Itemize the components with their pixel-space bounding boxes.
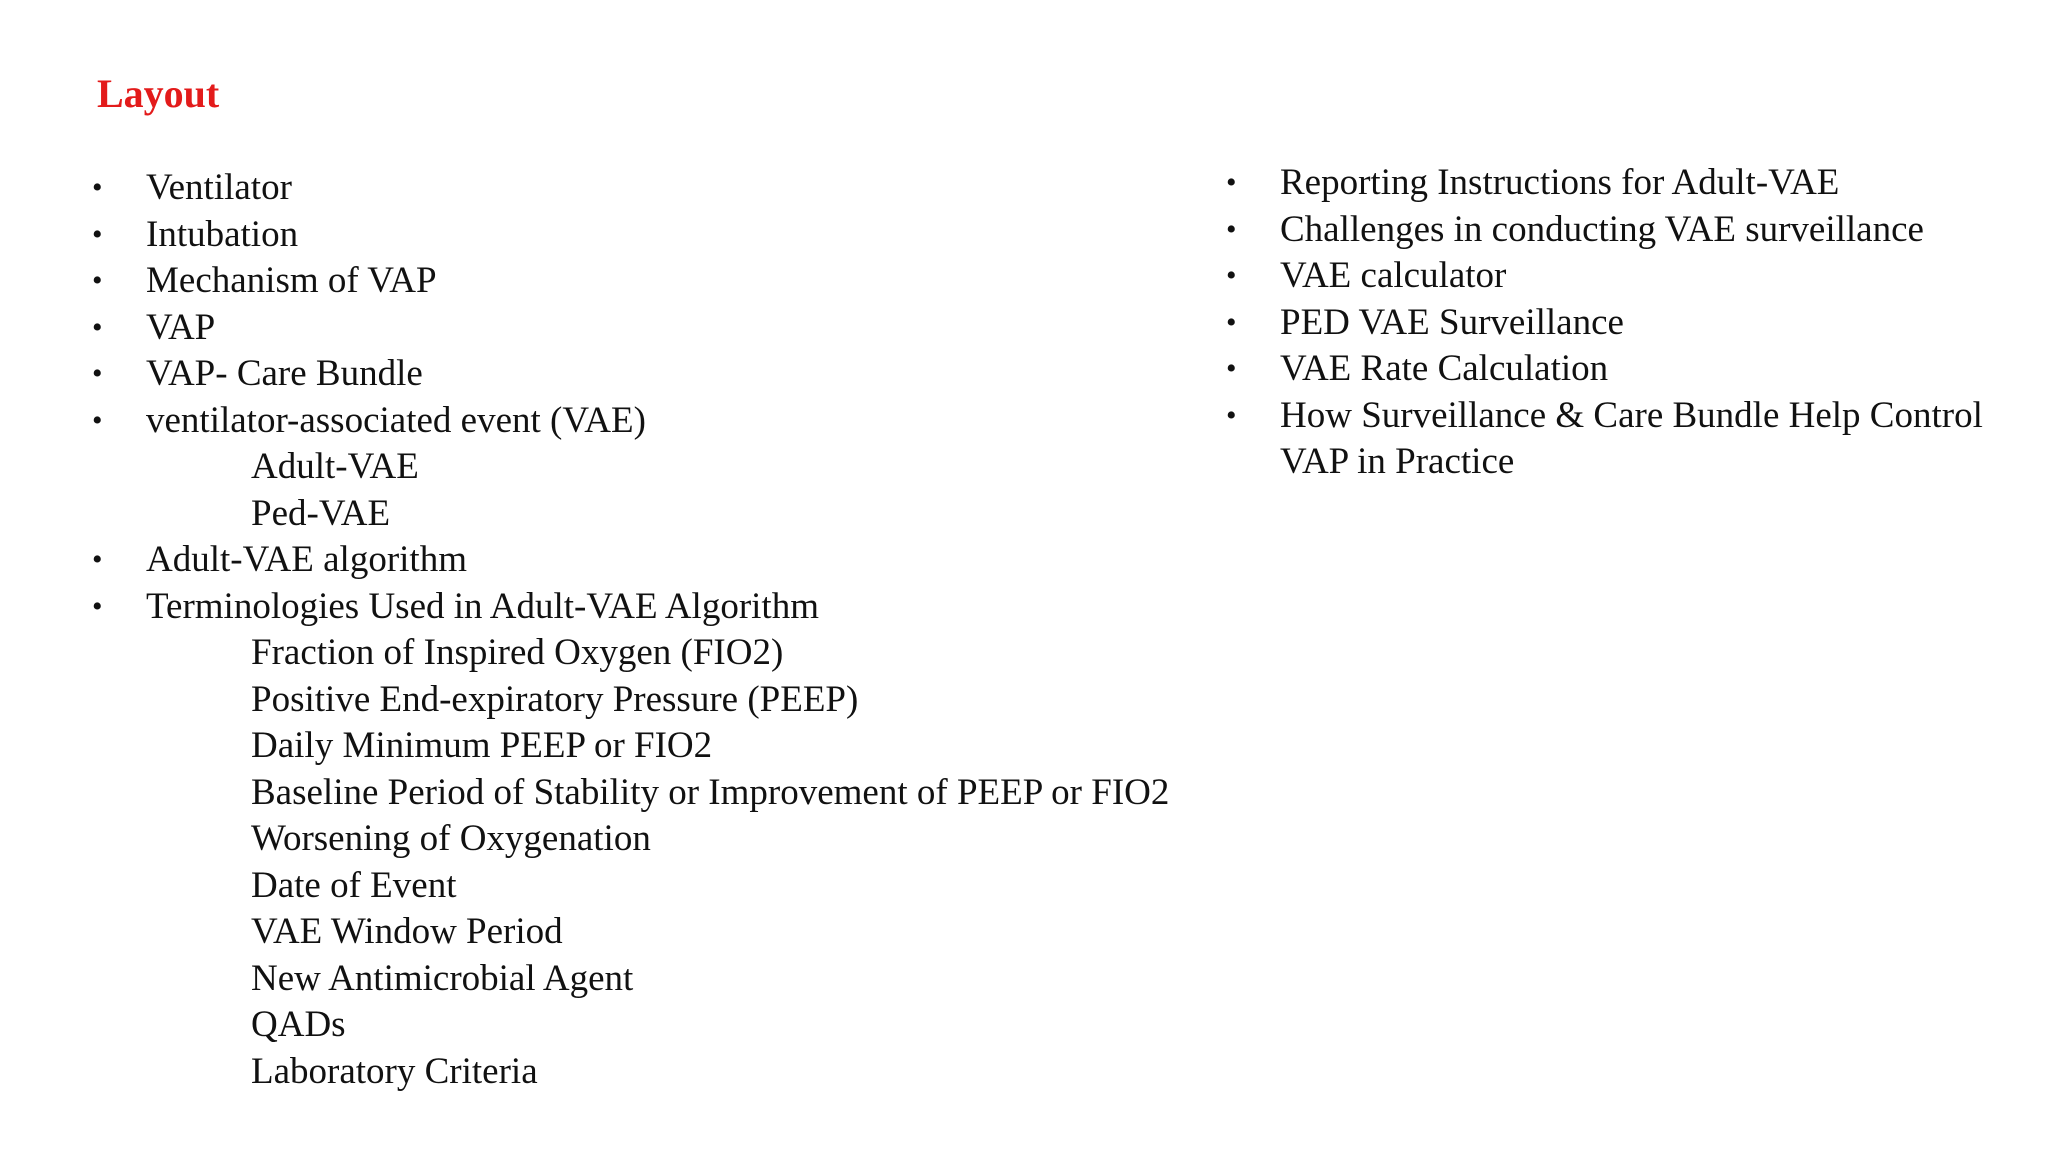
- left-bullet-list: [92, 165, 1169, 1095]
- list-item-intubation: • Intubation: [92, 212, 1169, 259]
- sub-item-date-of-event: Date of Event: [251, 864, 457, 906]
- sub-item-ped-vae: Ped-VAE: [251, 492, 391, 534]
- sub-item-peep: Positive End-expiratory Pressure (PEEP): [251, 678, 859, 720]
- sub-item-worsening-oxygenation: Worsening of Oxygenation: [251, 818, 651, 859]
- right-bullet-list: [1226, 160, 2046, 486]
- list-item-vap: • VAP: [92, 305, 1169, 352]
- sub-item-fio2: Fraction of Inspired Oxygen (FIO2): [251, 632, 784, 673]
- sub-item-new-antimicrobial-agent: New Antimicrobial Agent: [251, 957, 634, 999]
- list-item-vap-care-bundle: • VAP- Care Bundle: [92, 351, 1169, 398]
- slide-title: Layout: [97, 71, 220, 116]
- sub-item-daily-minimum: Daily Minimum PEEP or FIO2: [251, 725, 713, 766]
- list-item-mechanism-of-vap: • Mechanism of VAP: [92, 258, 1169, 305]
- list-item-ped-vae-surveillance: • PED VAE Surveillance: [1226, 300, 2046, 347]
- sub-item-qads: QADs: [251, 1004, 346, 1045]
- list-item-terminologies: • Terminologies Used in Adult-VAE Algorithm: [92, 584, 1169, 631]
- sub-item-laboratory-criteria: Laboratory Criteria: [251, 1050, 538, 1092]
- list-item-vae-rate-calculation: • VAE Rate Calculation: [1226, 346, 2046, 393]
- list-item-ventilator: • Ventilator: [92, 165, 1169, 212]
- sub-item-baseline-period: Baseline Period of Stability or Improvement of PEEP or FIO2: [251, 771, 1170, 813]
- list-item-vae: • ventilator-associated event (VAE): [92, 398, 1169, 445]
- list-item-reporting-instructions: • Reporting Instructions for Adult-VAE: [1226, 160, 2046, 207]
- sub-item-adult-vae: Adult-VAE: [251, 446, 419, 487]
- list-item-vae-calculator: • VAE calculator: [1226, 253, 2046, 300]
- list-item-surveillance-care-bundle: • How Surveillance & Care Bundle Help Control VAP in Practice: [1226, 393, 2046, 486]
- list-item-challenges: • Challenges in conducting VAE surveillance: [1226, 207, 2046, 254]
- list-item-adult-vae-algorithm: • Adult-VAE algorithm: [92, 537, 1169, 584]
- sub-item-vae-window-period: VAE Window Period: [251, 911, 563, 952]
